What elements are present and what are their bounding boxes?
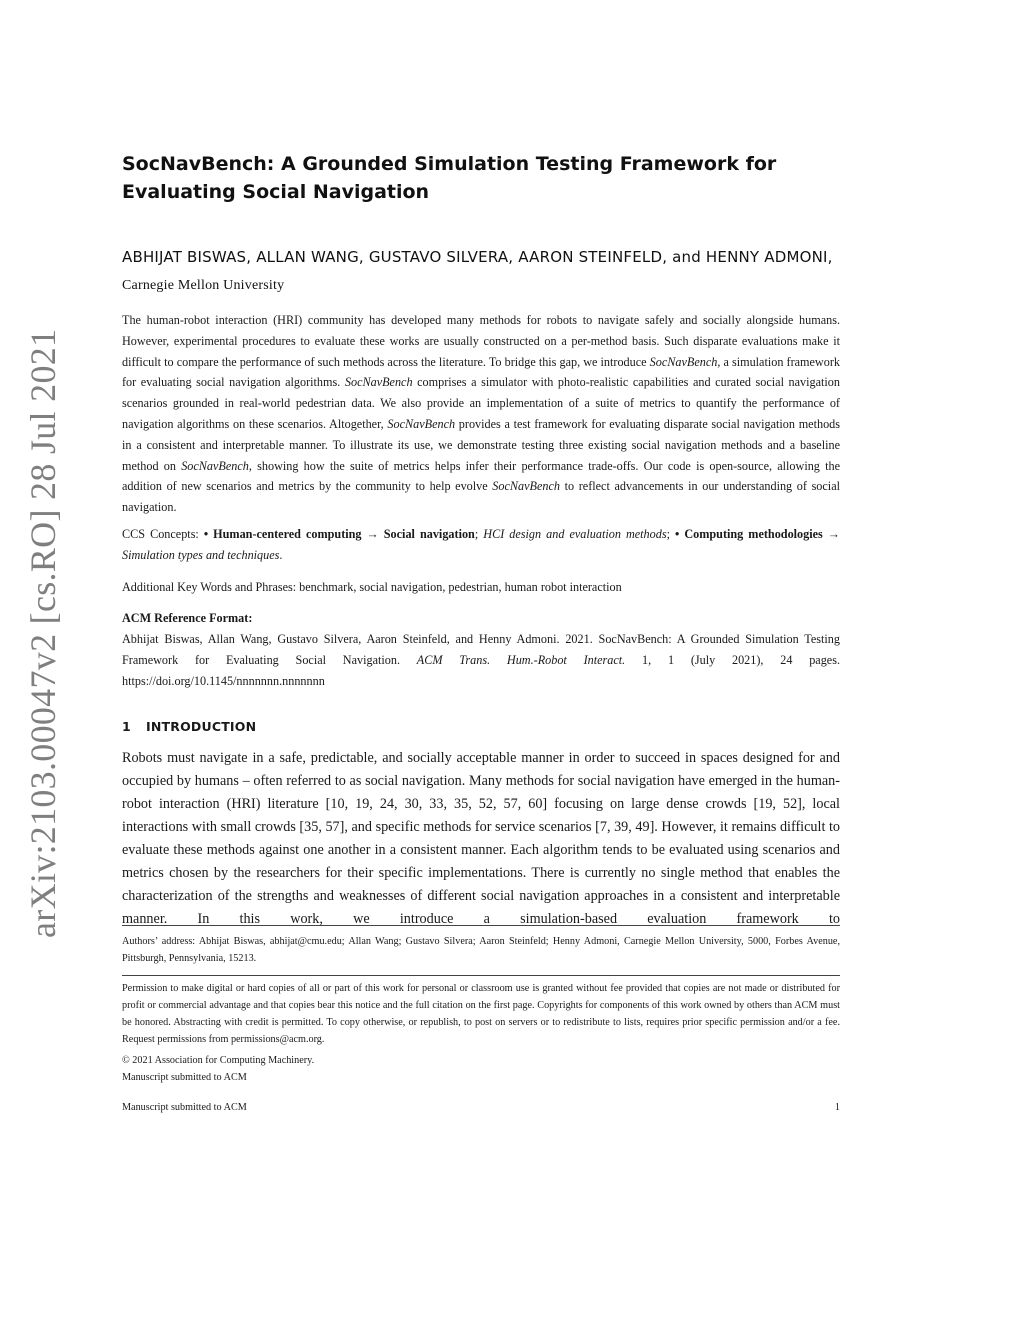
ccs-concept: • Computing methodologies → [675, 526, 840, 541]
abstract-emph: SocNavBench [387, 416, 456, 431]
author-list [122, 244, 840, 299]
abstract-emph: SocNavBench [649, 354, 718, 369]
ccs-concepts [122, 524, 840, 566]
permission-text: Permission to make digital or hard copies of all or part of this work for personal or classroom use is granted without fee provided that copies are not made or distributed for profit or commercial advantage and that copies bear this notice and the full citation on the first page. Copyrights for components of this work owned by others than ACM must be honored. Abstracting with credit is permitted. To copy otherwise, or republish, to post on servers or to redistribute to lists, requires prior specific permission and/or a fee. Request permissions from permissions@acm.org. [122, 983, 840, 1045]
section-title: INTRODUCTION [146, 718, 257, 734]
paper-title: SocNavBench: A Grounded Simulation Testing Framework for Evaluating Social Navigation [122, 153, 777, 203]
abstract-emph: SocNavBench [344, 375, 413, 390]
ccs-concept: HCI design and evaluation methods [483, 526, 667, 541]
reference-format [122, 629, 840, 691]
reference-journal: ACM Trans. Hum.-Robot Interact. [416, 652, 626, 667]
page-number: 1 [834, 1102, 840, 1113]
submitted-line: Manuscript submitted to ACM [122, 1072, 247, 1083]
footnote-rule [122, 925, 840, 926]
section-number: 1 [122, 718, 131, 734]
ccs-end: . [279, 547, 283, 562]
abstract-text: The human-robot interaction (HRI) community has developed many methods for robots to navigate safely and socially alongside humans. However, experimental procedures to evaluate these works are usually constructed on a per-method basis. Such disparate evaluations make it difficult to compare the performance of such methods across the literature. To bridge this gap, we introduce [122, 313, 840, 369]
authors-address: Authors’ address: Abhijat Biswas, abhijat@cmu.edu; Allan Wang; Gustavo Silvera; Aaron Steinfeld; Henny Admoni, Carnegie Mellon University, 5000, Forbes Avenue, Pittsburgh, Pennsylvania, 15213. [122, 936, 840, 964]
reference-heading: ACM Reference Format: [122, 611, 253, 626]
permission-footnote [122, 975, 840, 1086]
abstract-emph: SocNavBench [492, 479, 560, 494]
affiliation: Carnegie Mellon University [122, 278, 285, 293]
section-heading [122, 717, 840, 737]
abstract-text: comprises a simulator with photo-realistic capabilities and curated social navigation scenarios grounded in real-world pedestrian data. We also provide an implementation of a suite of metrics to quantify the performance of navigation algorithms on these scenarios. Altogether, [122, 375, 840, 431]
reference-text: 1, 1 (July 2021), 24 pages. https://doi.org/10.1145/nnnnnnn.nnnnnnn [122, 652, 841, 688]
introduction-body: Robots must navigate in a safe, predictable, and socially acceptable manner in order to succeed in spaces designed for and occupied by humans – often referred to as social navigation. Many methods for social navigation have emerged in the human-robot interaction (HRI) literature [10, 19, 24, 30, 33, 35, 52, 57, 60] focusing on large dense crowds [19, 52], local interactions with small crowds [35, 57], and specific methods for service scenarios [7, 39, 49]. However, it remains difficult to evaluate these methods against one another in a consistent manner. Each algorithm tends to be evaluated using scenarios and metrics chosen by the researchers for their specific implementations. There is currently no single method that enables the characterization of the strengths and weaknesses of different social navigation approaches in a consistent and interpretable manner. In this work, we introduce a simulation-based evaluation framework to [122, 749, 840, 927]
abstract-text: , showing how the suite of metrics helps infer their performance trade-offs. Our code is open-source, allowing the addition of new scenarios and metrics by the community to help evolve [122, 458, 841, 494]
arxiv-identifier: arXiv:2103.00047v2 [cs.RO] 28 Jul 2021 [23, 328, 63, 938]
abstract-text: to reflect advancements in our understanding of social navigation. [122, 479, 840, 515]
footer-left: Manuscript submitted to ACM [122, 1102, 247, 1113]
main-content [122, 150, 840, 931]
abstract-emph: SocNavBench [181, 458, 249, 473]
authors-names: ABHIJAT BISWAS, ALLAN WANG, GUSTAVO SILVERA, AARON STEINFELD, and HENNY ADMONI, [122, 248, 833, 266]
keywords: Additional Key Words and Phrases: benchmark, social navigation, pedestrian, human robot interaction [122, 579, 622, 594]
ccs-concept: Simulation types and techniques [122, 547, 280, 562]
abstract-text: , a simulation framework for evaluating social navigation algorithms. [122, 354, 840, 390]
ccs-separator: ; [666, 526, 676, 541]
footnote-rule [122, 975, 840, 976]
reference-text: Abhijat Biswas, Allan Wang, Gustavo Silvera, Aaron Steinfeld, and Henny Admoni. 2021. SocNavBench: A Grounded Simulation Testing Framework for Evaluating Social Navigation. [122, 632, 840, 667]
abstract-text: provides a test framework for evaluating disparate social navigation methods in a consistent and interpretable manner. To illustrate its use, we demonstrate testing three existing social navigation methods and a baseline method on [122, 416, 840, 473]
ccs-separator: ; [474, 526, 484, 541]
copyright-line: © 2021 Association for Computing Machinery. [122, 1055, 315, 1066]
authors-footnote [122, 925, 840, 967]
page-footer [122, 1101, 840, 1115]
ccs-label: CCS Concepts: [122, 526, 204, 541]
abstract [122, 310, 840, 518]
ccs-concept: • Human-centered computing → Social navigation [203, 526, 475, 541]
